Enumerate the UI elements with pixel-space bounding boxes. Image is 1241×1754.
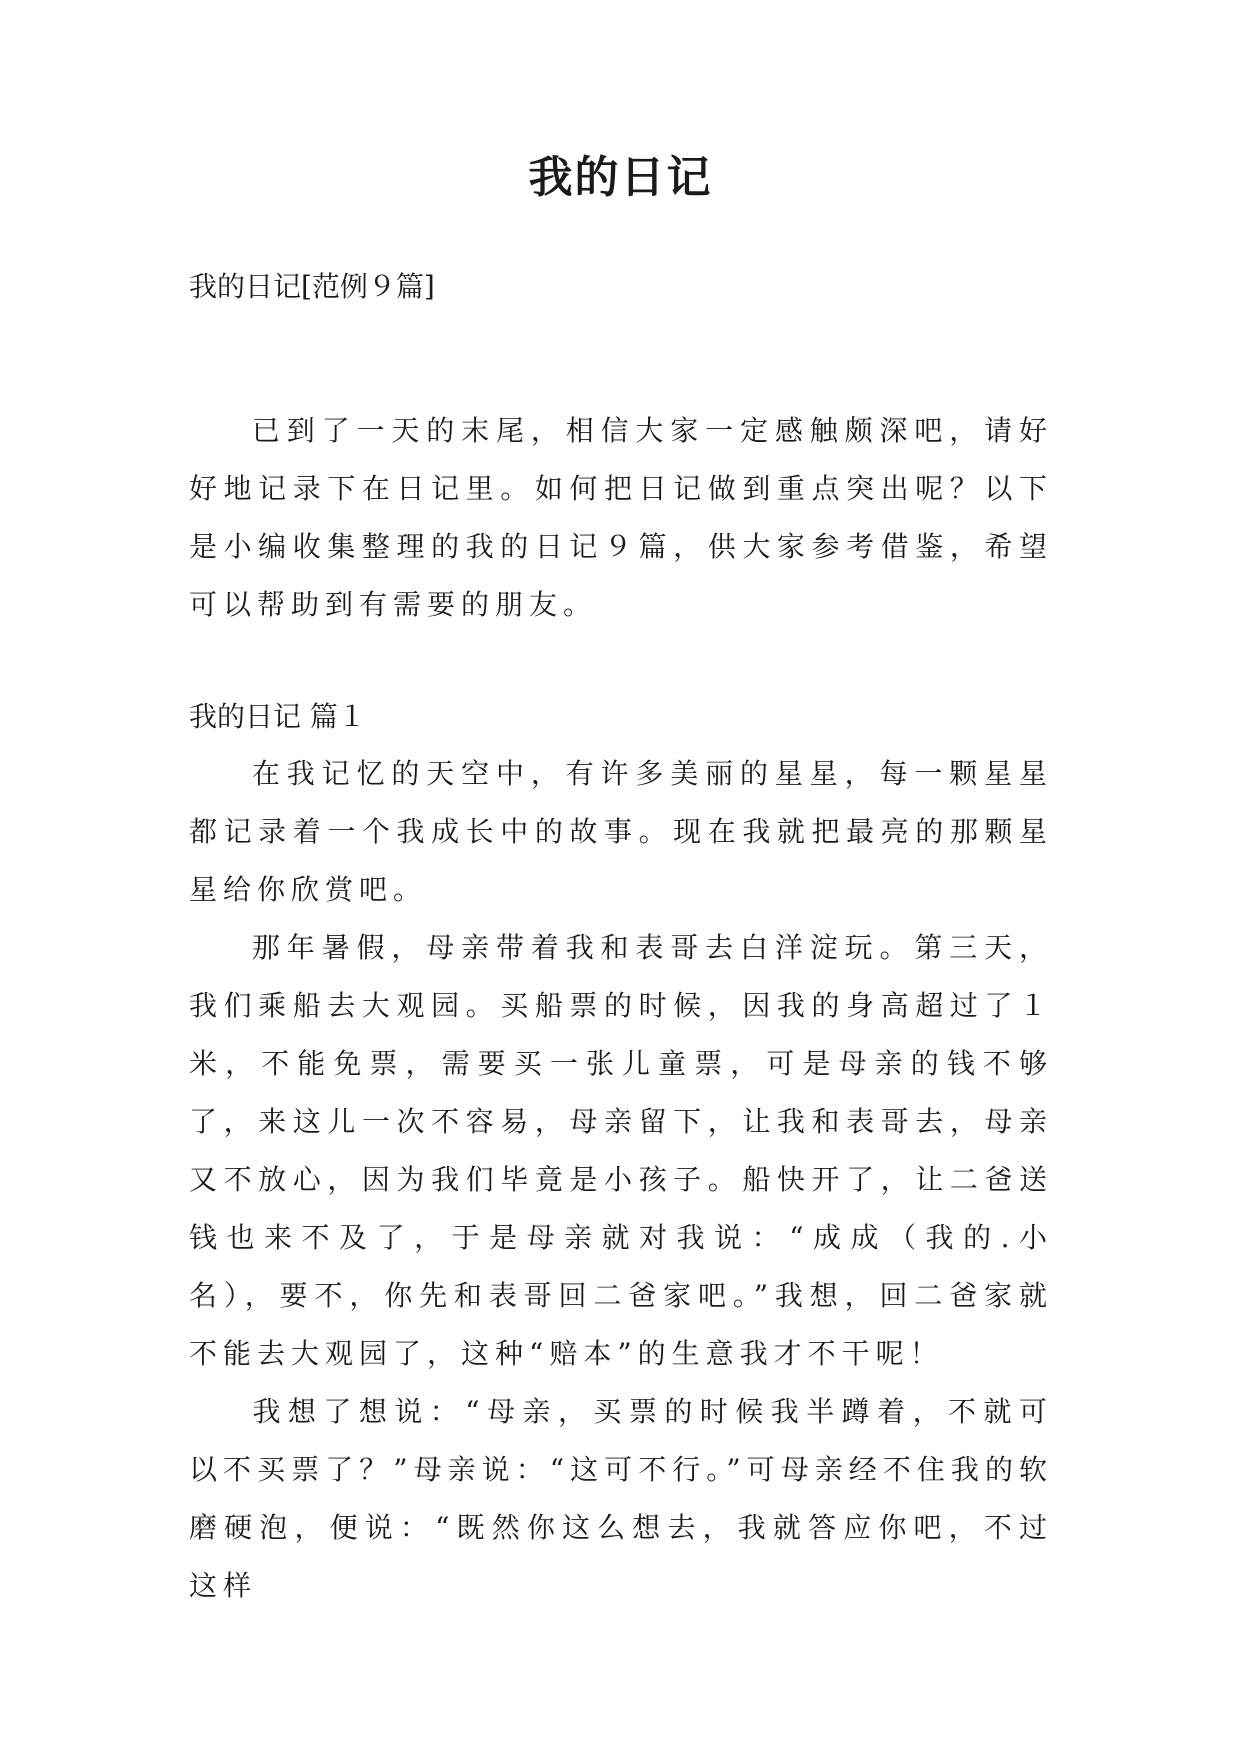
body-paragraph bbox=[189, 1383, 1053, 1615]
intro-paragraph bbox=[189, 402, 1053, 634]
paragraph-text: 我想了想说：“母亲，买票的时候我半蹲着，不就可以不买票了？”母亲说：“这可不行。”可母亲经不住我的软磨硬泡，便说：“既然你这么想去，我就答应你吧，不过这样 bbox=[189, 1395, 1053, 1602]
paragraph-text: 那年暑假，母亲带着我和表哥去白洋淀玩。第三天，我们乘船去大观园。买船票的时候，因我的身高超过了１米，不能免票，需要买一张儿童票，可是母亲的钱不够了，来这儿一次不容易，母亲留下，让我和表哥去，母亲又不放心，因为我们毕竟是小孩子。船快开了，让二爸送钱也来不及了，于是母亲就对我说：“成成（我的.小名），要不，你先和表哥回二爸家吧。”我想，回二爸家就不能去大观园了，这种“赔本”的生意我才不干呢！ bbox=[189, 931, 1053, 1370]
document-subtitle: 我的日记[范例９篇] bbox=[189, 270, 435, 303]
body-paragraph bbox=[189, 745, 1053, 919]
paragraph-text: 在我记忆的天空中，有许多美丽的星星，每一颗星星都记录着一个我成长中的故事。现在我就把最亮的那颗星星给你欣赏吧。 bbox=[189, 757, 1053, 906]
section-heading: 我的日记 篇１ bbox=[189, 700, 366, 733]
page-title: 我的日记 bbox=[528, 152, 713, 203]
intro-text: 已到了一天的末尾，相信大家一定感触颇深吧，请好好地记录下在日记里。如何把日记做到重点突出呢？以下是小编收集整理的我的日记９篇，供大家参考借鉴，希望可以帮助到有需要的朋友。 bbox=[189, 414, 1053, 621]
body-paragraph bbox=[189, 919, 1053, 1383]
